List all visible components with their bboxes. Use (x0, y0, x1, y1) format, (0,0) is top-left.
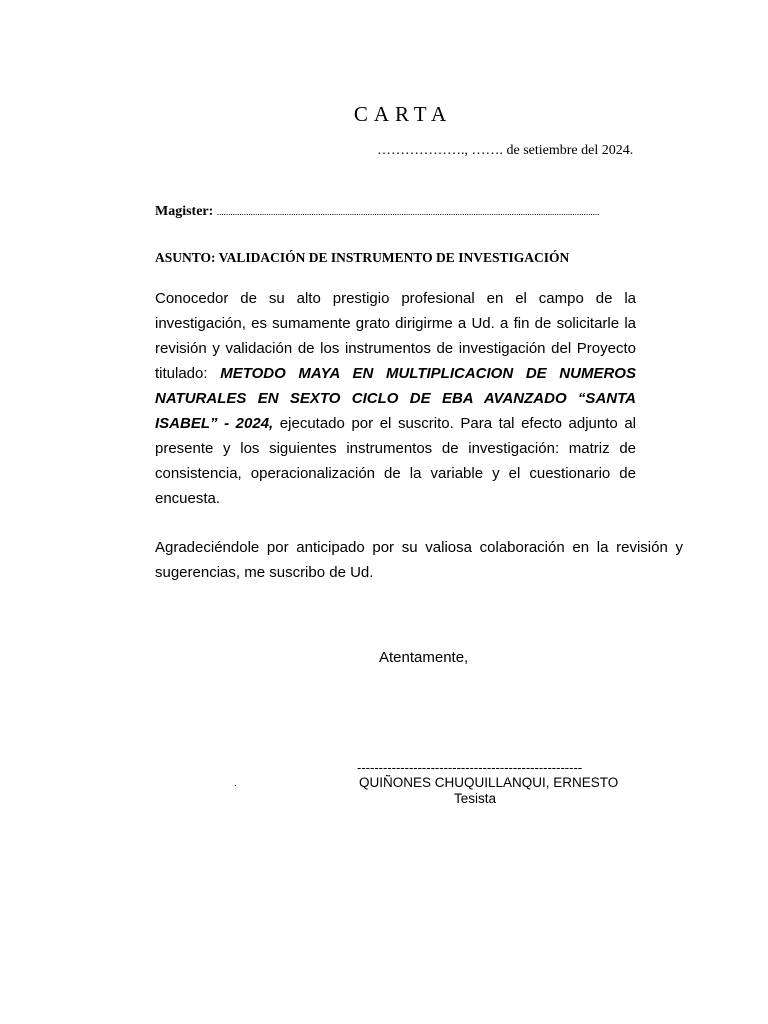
signer-role: Tesista (454, 791, 497, 806)
valediction: Atentamente, (379, 649, 469, 666)
body-paragraph (155, 286, 636, 511)
signature-line: ---------------------------------------------------- (357, 760, 583, 775)
date-line: ………………., ……. de setiembre del 2024. (377, 143, 634, 158)
body-text-part1: Conocedor de su alto prestigio profesional en el campo de la investigación, es sumamente grato dirigirme a Ud. a fin de solicitarle la revisión y validación de los instrumentos de investigación del Proyecto titulado: (155, 290, 636, 382)
project-title: METODO MAYA EN MULTIPLICACION DE NUMEROS NATURALES EN SEXTO CICLO DE EBA AVANZADO “SANTA ISABEL” - 2024, (155, 365, 636, 432)
subject-line: ASUNTO: VALIDACIÓN DE INSTRUMENTO DE INVESTIGACIÓN (155, 250, 570, 265)
body-text-part2: ejecutado por el suscrito. Para tal efecto adjunto al presente y los siguientes instrumentos de investigación: matriz de consistencia, operacionalización de la variable y el cuestionario de encuesta. (155, 415, 637, 507)
closing-paragraph: Agradeciéndole por anticipado por su valiosa colaboración en la revisión y sugerencias, me suscribo de Ud. (155, 539, 683, 581)
recipient-label: Magister: (155, 204, 214, 219)
signer-name: QUIÑONES CHUQUILLANQUI, ERNESTO (359, 775, 619, 790)
recipient-line (155, 204, 683, 220)
letter-title: CARTA (353, 102, 453, 126)
stray-mark: . (234, 778, 237, 789)
recipient-blank: .......................................................................................................................................................................... (216, 207, 600, 217)
